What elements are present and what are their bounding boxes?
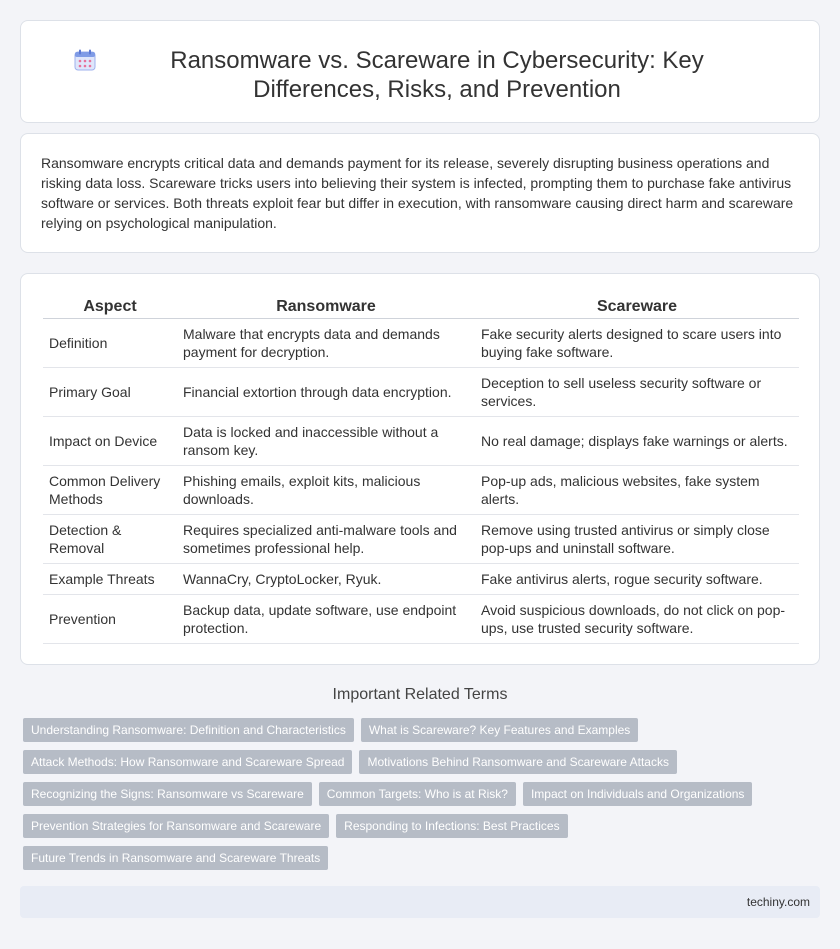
related-term-link[interactable]: Responding to Infections: Best Practices xyxy=(336,814,567,838)
table-header-row xyxy=(43,296,799,319)
table-cell: No real damage; displays fake warnings or alerts. xyxy=(475,417,799,466)
table-cell: Malware that encrypts data and demands payment for decryption. xyxy=(177,319,475,368)
related-term-link[interactable]: Understanding Ransomware: Definition and Characteristics xyxy=(23,718,354,742)
table-cell: Fake antivirus alerts, rogue security software. xyxy=(475,564,799,595)
intro-paragraph: Ransomware encrypts critical data and demands payment for its release, severely disrupting business operations and risking data loss. Scareware tricks users into believing their system is infected, prompting them to purchase fake antivirus software or services. Both threats exploit fear but differ in execution, with ransomware causing direct harm and scareware relying on psychological manipulation. xyxy=(41,155,794,231)
header-scareware: Scareware xyxy=(475,296,799,319)
table-cell: Fake security alerts designed to scare users into buying fake software. xyxy=(475,319,799,368)
table-cell: WannaCry, CryptoLocker, Ryuk. xyxy=(177,564,475,595)
comparison-table xyxy=(43,296,799,644)
tag-row xyxy=(23,750,823,774)
tag-row xyxy=(23,782,823,806)
table-cell: Primary Goal xyxy=(43,368,177,417)
related-term-link[interactable]: Common Targets: Who is at Risk? xyxy=(319,782,516,806)
table-cell: Common Delivery Methods xyxy=(43,466,177,515)
table-cell: Definition xyxy=(43,319,177,368)
table-row xyxy=(43,368,799,417)
table-cell: Deception to sell useless security software or services. xyxy=(475,368,799,417)
table-cell: Backup data, update software, use endpoint protection. xyxy=(177,595,475,644)
comparison-card xyxy=(20,273,820,665)
table-cell: Phishing emails, exploit kits, malicious downloads. xyxy=(177,466,475,515)
header-ransomware: Ransomware xyxy=(177,296,475,319)
related-terms-title: Important Related Terms xyxy=(332,686,508,703)
table-cell: Prevention xyxy=(43,595,177,644)
table-cell: Impact on Device xyxy=(43,417,177,466)
page-title: Ransomware vs. Scareware in Cybersecurity: Key Differences, Risks, and Prevention xyxy=(170,47,704,103)
tag-row xyxy=(23,814,823,838)
table-cell: Remove using trusted antivirus or simply close pop-ups and uninstall software. xyxy=(475,515,799,564)
table-cell: Data is locked and inaccessible without a ransom key. xyxy=(177,417,475,466)
table-row xyxy=(43,515,799,564)
table-cell: Example Threats xyxy=(43,564,177,595)
header-aspect: Aspect xyxy=(43,296,177,319)
table-cell: Detection & Removal xyxy=(43,515,177,564)
footer xyxy=(20,886,820,918)
table-row xyxy=(43,319,799,368)
intro-card xyxy=(20,133,820,253)
table-cell: Pop-up ads, malicious websites, fake system alerts. xyxy=(475,466,799,515)
tag-row xyxy=(23,718,823,742)
calendar-icon xyxy=(73,48,97,72)
table-row xyxy=(43,417,799,466)
related-term-link[interactable]: Attack Methods: How Ransomware and Scareware Spread xyxy=(23,750,352,774)
table-cell: Avoid suspicious downloads, do not click on pop-ups, use trusted security software. xyxy=(475,595,799,644)
related-term-link[interactable]: Recognizing the Signs: Ransomware vs Scareware xyxy=(23,782,312,806)
related-term-link[interactable]: What is Scareware? Key Features and Examples xyxy=(361,718,638,742)
table-row xyxy=(43,564,799,595)
related-term-link[interactable]: Prevention Strategies for Ransomware and Scareware xyxy=(23,814,329,838)
title-card xyxy=(20,20,820,123)
table-row xyxy=(43,595,799,644)
related-term-link[interactable]: Motivations Behind Ransomware and Scareware Attacks xyxy=(359,750,676,774)
table-cell: Financial extortion through data encryption. xyxy=(177,368,475,417)
related-terms-list xyxy=(23,718,823,878)
table-row xyxy=(43,466,799,515)
footer-brand[interactable]: techiny.com xyxy=(746,895,810,909)
related-term-link[interactable]: Impact on Individuals and Organizations xyxy=(523,782,752,806)
tag-row xyxy=(23,846,823,870)
table-cell: Requires specialized anti-malware tools and sometimes professional help. xyxy=(177,515,475,564)
related-term-link[interactable]: Future Trends in Ransomware and Scareware Threats xyxy=(23,846,328,870)
